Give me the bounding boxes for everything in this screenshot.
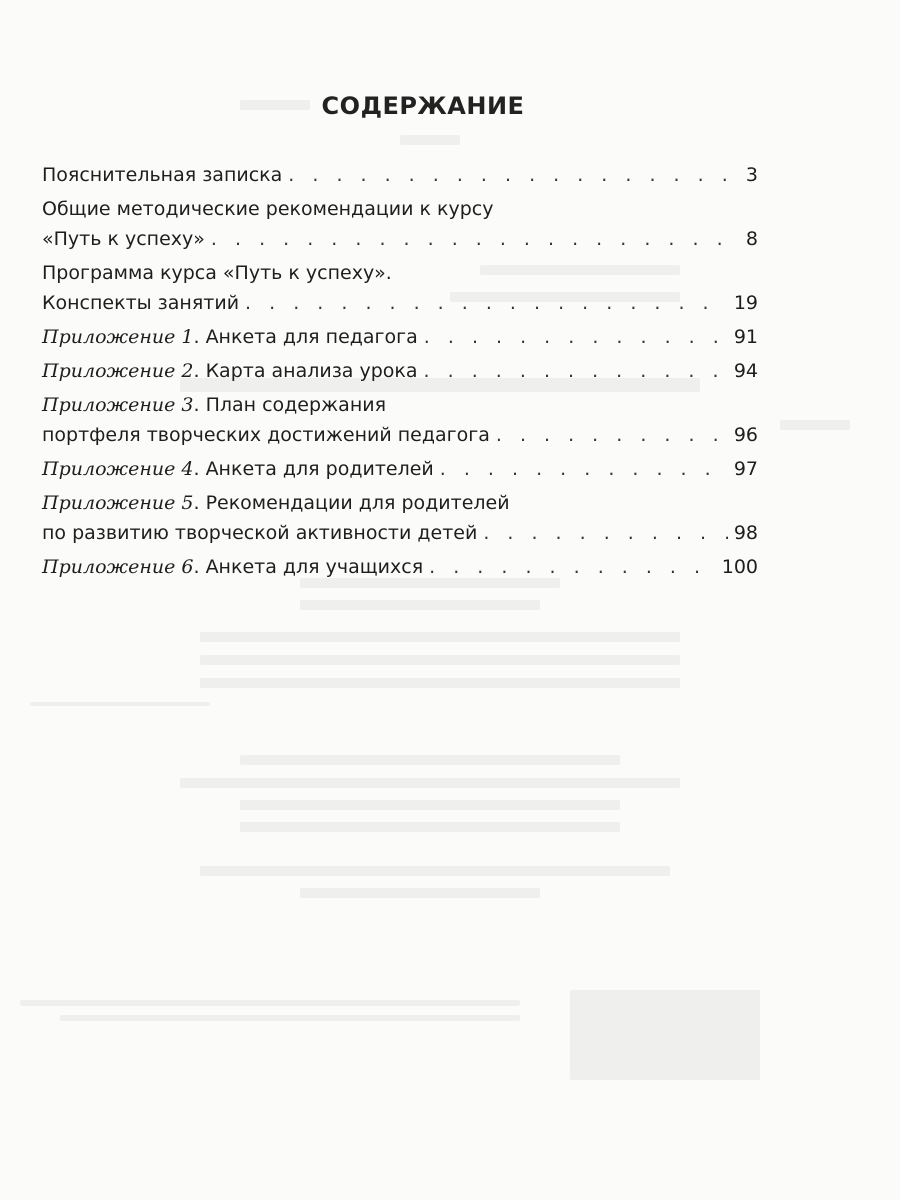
appendix-label: Приложение 5 [42,492,194,514]
leader-dots [440,454,728,484]
leader-dots [496,420,728,450]
toc-entry-title: . Анкета для педагога [193,326,418,348]
leader-dots [483,518,728,548]
toc-page-number: 96 [733,424,758,446]
toc-page-number: 97 [733,458,758,480]
bleed-through-mark [240,822,620,832]
bleed-through-mark [30,702,210,706]
toc-entry-title-continued: по развитию творческой активности детей [42,522,478,544]
toc-entry-title: . Рекомендации для родителей [193,492,510,514]
bleed-through-mark [570,990,760,1080]
bleed-through-mark [60,1015,520,1021]
toc-page-number: 19 [733,292,758,314]
bleed-through-mark [180,778,680,788]
leader-dots [245,288,728,318]
toc-page-number: 8 [745,228,758,250]
toc-entry [42,356,758,386]
toc-entry [42,488,758,548]
toc-entry-title: Общие методические рекомендации к курсу [42,198,494,220]
toc-entry-title: . План содержания [193,394,387,416]
toc-entry [42,194,758,254]
bleed-through-mark [300,888,540,898]
bleed-through-mark [300,600,540,610]
toc-entry-title-continued: Конспекты занятий [42,292,240,314]
appendix-label: Приложение 2 [42,360,194,382]
toc-entry-title: . Анкета для родителей [193,458,434,480]
toc-entry [42,258,758,318]
toc-page-number: 100 [721,556,758,578]
toc-page-number: 98 [733,522,758,544]
toc-entry [42,454,758,484]
appendix-label: Приложение 4 [42,458,194,480]
bleed-through-mark [780,420,850,430]
appendix-label: Приложение 6 [42,556,194,578]
table-of-contents [42,160,758,582]
appendix-label: Приложение 3 [42,394,194,416]
toc-page-number: 3 [745,164,758,186]
bleed-through-mark [240,755,620,765]
toc-page-number: 94 [733,360,758,382]
bleed-through-mark [400,135,460,145]
leader-dots [424,322,728,352]
toc-entry [42,552,758,582]
page-title: СОДЕРЖАНИЕ [321,92,525,120]
leader-dots [288,160,728,190]
toc-entry-title-continued: «Путь к успеху» [42,228,205,250]
bleed-through-mark [200,678,680,688]
toc-entry-title: Пояснительная записка [42,164,283,186]
bleed-through-mark [200,866,670,876]
toc-entry-title: Программа курса «Путь к успеху». [42,262,392,284]
toc-entry [42,390,758,450]
bleed-through-mark [240,800,620,810]
leader-dots [211,224,728,254]
leader-dots [424,356,728,386]
toc-entry [42,322,758,352]
bleed-through-mark [200,632,680,642]
toc-page-number: 91 [733,326,758,348]
appendix-label: Приложение 1 [42,326,194,348]
bleed-through-mark [20,1000,520,1006]
toc-entry-title: . Карта анализа урока [193,360,418,382]
toc-entry-title: . Анкета для учащихся [193,556,424,578]
toc-entry [42,160,758,190]
toc-entry-title-continued: портфеля творческих достижений педагога [42,424,490,446]
leader-dots [429,552,716,582]
bleed-through-mark [200,655,680,665]
